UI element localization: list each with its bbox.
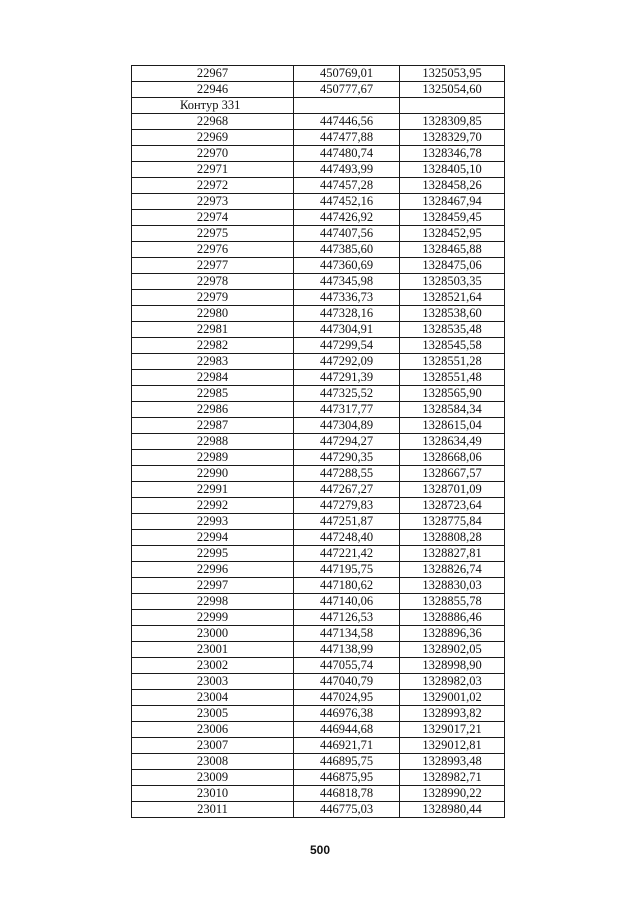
- table-row: [132, 242, 505, 258]
- y-coordinate-cell: 1328808,28: [400, 530, 505, 546]
- y-coordinate-cell: 1328723,64: [400, 498, 505, 514]
- x-coordinate-cell: 447221,42: [294, 546, 400, 562]
- x-coordinate-cell: 446976,38: [294, 706, 400, 722]
- x-coordinate-cell: 447385,60: [294, 242, 400, 258]
- table-row: [132, 226, 505, 242]
- y-coordinate-cell: 1328551,28: [400, 354, 505, 370]
- table-row: [132, 786, 505, 802]
- point-id-cell: 22971: [132, 162, 294, 178]
- x-coordinate-cell: 447134,58: [294, 626, 400, 642]
- table-row: [132, 674, 505, 690]
- y-coordinate-cell: 1328535,48: [400, 322, 505, 338]
- table-row: [132, 162, 505, 178]
- x-coordinate-cell: 447457,28: [294, 178, 400, 194]
- contour-header-row: [132, 98, 505, 114]
- table-row: [132, 178, 505, 194]
- page-number: 500: [309, 843, 331, 857]
- table-row: [132, 610, 505, 626]
- x-coordinate-cell: 446944,68: [294, 722, 400, 738]
- point-id-cell: 23006: [132, 722, 294, 738]
- point-id-cell: 22977: [132, 258, 294, 274]
- x-coordinate-cell: 446875,95: [294, 770, 400, 786]
- table-row: [132, 754, 505, 770]
- point-id-cell: 23007: [132, 738, 294, 754]
- point-id-cell: 22991: [132, 482, 294, 498]
- point-id-cell: 22988: [132, 434, 294, 450]
- y-coordinate-cell: 1325054,60: [400, 82, 505, 98]
- y-coordinate-cell: 1325053,95: [400, 66, 505, 82]
- point-id-cell: 22984: [132, 370, 294, 386]
- y-coordinate-cell: 1328551,48: [400, 370, 505, 386]
- table-row: [132, 770, 505, 786]
- y-coordinate-cell: 1328565,90: [400, 386, 505, 402]
- y-coordinate-cell: 1328830,03: [400, 578, 505, 594]
- point-id-cell: 22986: [132, 402, 294, 418]
- x-coordinate-cell: 447180,62: [294, 578, 400, 594]
- y-coordinate-cell: 1328475,06: [400, 258, 505, 274]
- table-row: [132, 562, 505, 578]
- x-coordinate-cell: 447126,53: [294, 610, 400, 626]
- x-coordinate-cell: 447024,95: [294, 690, 400, 706]
- x-coordinate-cell: 447407,56: [294, 226, 400, 242]
- point-id-cell: 22992: [132, 498, 294, 514]
- x-coordinate-cell: 447493,99: [294, 162, 400, 178]
- x-coordinate-cell: 447267,27: [294, 482, 400, 498]
- point-id-cell: 23010: [132, 786, 294, 802]
- table-row: [132, 418, 505, 434]
- point-id-cell: 22982: [132, 338, 294, 354]
- point-id-cell: 22997: [132, 578, 294, 594]
- table-row: [132, 146, 505, 162]
- y-coordinate-cell: 1328521,64: [400, 290, 505, 306]
- y-coordinate-cell: 1328990,22: [400, 786, 505, 802]
- table-row: [132, 194, 505, 210]
- point-id-cell: 22989: [132, 450, 294, 466]
- table-row: [132, 258, 505, 274]
- x-coordinate-cell: 447426,92: [294, 210, 400, 226]
- x-coordinate-cell: 447291,39: [294, 370, 400, 386]
- point-id-cell: 23003: [132, 674, 294, 690]
- point-id-cell: 22994: [132, 530, 294, 546]
- point-id-cell: 22998: [132, 594, 294, 610]
- y-coordinate-cell: 1328465,88: [400, 242, 505, 258]
- y-coordinate-cell: 1328459,45: [400, 210, 505, 226]
- point-id-cell: 23004: [132, 690, 294, 706]
- x-coordinate-cell: 446775,03: [294, 802, 400, 818]
- table-row: [132, 386, 505, 402]
- point-id-cell: 22996: [132, 562, 294, 578]
- x-coordinate-cell: 447304,89: [294, 418, 400, 434]
- y-coordinate-cell: [400, 98, 505, 114]
- x-coordinate-cell: 450777,67: [294, 82, 400, 98]
- coordinates-table: [131, 65, 505, 818]
- table-row: [132, 466, 505, 482]
- table-row: [132, 626, 505, 642]
- table-row: [132, 338, 505, 354]
- point-id-cell: 22999: [132, 610, 294, 626]
- table-row: [132, 546, 505, 562]
- table-row: [132, 738, 505, 754]
- x-coordinate-cell: 447055,74: [294, 658, 400, 674]
- table-row: [132, 354, 505, 370]
- point-id-cell: 22970: [132, 146, 294, 162]
- table-row: [132, 274, 505, 290]
- point-id-cell: 22976: [132, 242, 294, 258]
- y-coordinate-cell: 1328998,90: [400, 658, 505, 674]
- x-coordinate-cell: 447360,69: [294, 258, 400, 274]
- table-row: [132, 290, 505, 306]
- x-coordinate-cell: 447336,73: [294, 290, 400, 306]
- x-coordinate-cell: 447477,88: [294, 130, 400, 146]
- table-row: [132, 66, 505, 82]
- y-coordinate-cell: 1328503,35: [400, 274, 505, 290]
- table-row: [132, 402, 505, 418]
- y-coordinate-cell: 1328584,34: [400, 402, 505, 418]
- y-coordinate-cell: 1328545,58: [400, 338, 505, 354]
- table-row: [132, 690, 505, 706]
- x-coordinate-cell: 447480,74: [294, 146, 400, 162]
- x-coordinate-cell: 450769,01: [294, 66, 400, 82]
- y-coordinate-cell: 1328886,46: [400, 610, 505, 626]
- y-coordinate-cell: 1328775,84: [400, 514, 505, 530]
- table-row: [132, 370, 505, 386]
- point-id-cell: 22979: [132, 290, 294, 306]
- point-id-cell: 22985: [132, 386, 294, 402]
- x-coordinate-cell: 446895,75: [294, 754, 400, 770]
- x-coordinate-cell: 447292,09: [294, 354, 400, 370]
- x-coordinate-cell: 447299,54: [294, 338, 400, 354]
- table-row: [132, 706, 505, 722]
- x-coordinate-cell: 447195,75: [294, 562, 400, 578]
- table-row: [132, 498, 505, 514]
- table-row: [132, 594, 505, 610]
- table-row: [132, 434, 505, 450]
- x-coordinate-cell: 447317,77: [294, 402, 400, 418]
- table-row: [132, 82, 505, 98]
- y-coordinate-cell: 1328538,60: [400, 306, 505, 322]
- coordinates-table-body: [132, 66, 505, 818]
- y-coordinate-cell: 1328452,95: [400, 226, 505, 242]
- table-row: [132, 802, 505, 818]
- point-id-cell: 22946: [132, 82, 294, 98]
- point-id-cell: 23002: [132, 658, 294, 674]
- point-id-cell: 23005: [132, 706, 294, 722]
- y-coordinate-cell: 1328467,94: [400, 194, 505, 210]
- y-coordinate-cell: 1329012,81: [400, 738, 505, 754]
- y-coordinate-cell: 1328668,06: [400, 450, 505, 466]
- table-row: [132, 642, 505, 658]
- y-coordinate-cell: 1328896,36: [400, 626, 505, 642]
- y-coordinate-cell: 1328993,82: [400, 706, 505, 722]
- point-id-cell: Контур 331: [132, 98, 294, 114]
- y-coordinate-cell: 1328458,26: [400, 178, 505, 194]
- point-id-cell: 22987: [132, 418, 294, 434]
- x-coordinate-cell: 447138,99: [294, 642, 400, 658]
- point-id-cell: 22983: [132, 354, 294, 370]
- point-id-cell: 22975: [132, 226, 294, 242]
- y-coordinate-cell: 1328701,09: [400, 482, 505, 498]
- y-coordinate-cell: 1328615,04: [400, 418, 505, 434]
- point-id-cell: 22978: [132, 274, 294, 290]
- table-row: [132, 722, 505, 738]
- table-row: [132, 514, 505, 530]
- x-coordinate-cell: 447452,16: [294, 194, 400, 210]
- table-row: [132, 658, 505, 674]
- point-id-cell: 22980: [132, 306, 294, 322]
- x-coordinate-cell: 446921,71: [294, 738, 400, 754]
- point-id-cell: 22968: [132, 114, 294, 130]
- y-coordinate-cell: 1328980,44: [400, 802, 505, 818]
- point-id-cell: 22995: [132, 546, 294, 562]
- table-row: [132, 482, 505, 498]
- y-coordinate-cell: 1328346,78: [400, 146, 505, 162]
- table-row: [132, 306, 505, 322]
- y-coordinate-cell: 1328634,49: [400, 434, 505, 450]
- table-row: [132, 130, 505, 146]
- x-coordinate-cell: 447325,52: [294, 386, 400, 402]
- table-row: [132, 530, 505, 546]
- x-coordinate-cell: 447288,55: [294, 466, 400, 482]
- y-coordinate-cell: 1329001,02: [400, 690, 505, 706]
- point-id-cell: 22967: [132, 66, 294, 82]
- point-id-cell: 23011: [132, 802, 294, 818]
- y-coordinate-cell: 1328902,05: [400, 642, 505, 658]
- point-id-cell: 22974: [132, 210, 294, 226]
- y-coordinate-cell: 1328405,10: [400, 162, 505, 178]
- point-id-cell: 22973: [132, 194, 294, 210]
- y-coordinate-cell: 1328982,71: [400, 770, 505, 786]
- x-coordinate-cell: 447140,06: [294, 594, 400, 610]
- point-id-cell: 22990: [132, 466, 294, 482]
- x-coordinate-cell: 447294,27: [294, 434, 400, 450]
- table-row: [132, 114, 505, 130]
- table-row: [132, 210, 505, 226]
- y-coordinate-cell: 1328982,03: [400, 674, 505, 690]
- point-id-cell: 23001: [132, 642, 294, 658]
- table-row: [132, 322, 505, 338]
- y-coordinate-cell: 1328826,74: [400, 562, 505, 578]
- table-row: [132, 578, 505, 594]
- point-id-cell: 22969: [132, 130, 294, 146]
- y-coordinate-cell: 1328855,78: [400, 594, 505, 610]
- x-coordinate-cell: 447345,98: [294, 274, 400, 290]
- y-coordinate-cell: 1328329,70: [400, 130, 505, 146]
- y-coordinate-cell: 1328993,48: [400, 754, 505, 770]
- y-coordinate-cell: 1328827,81: [400, 546, 505, 562]
- x-coordinate-cell: 447304,91: [294, 322, 400, 338]
- point-id-cell: 23009: [132, 770, 294, 786]
- x-coordinate-cell: 447251,87: [294, 514, 400, 530]
- x-coordinate-cell: [294, 98, 400, 114]
- point-id-cell: 23000: [132, 626, 294, 642]
- x-coordinate-cell: 446818,78: [294, 786, 400, 802]
- x-coordinate-cell: 447248,40: [294, 530, 400, 546]
- x-coordinate-cell: 447446,56: [294, 114, 400, 130]
- x-coordinate-cell: 447279,83: [294, 498, 400, 514]
- x-coordinate-cell: 447328,16: [294, 306, 400, 322]
- x-coordinate-cell: 447040,79: [294, 674, 400, 690]
- point-id-cell: 22972: [132, 178, 294, 194]
- point-id-cell: 22993: [132, 514, 294, 530]
- table-row: [132, 450, 505, 466]
- y-coordinate-cell: 1328667,57: [400, 466, 505, 482]
- point-id-cell: 22981: [132, 322, 294, 338]
- x-coordinate-cell: 447290,35: [294, 450, 400, 466]
- y-coordinate-cell: 1328309,85: [400, 114, 505, 130]
- point-id-cell: 23008: [132, 754, 294, 770]
- y-coordinate-cell: 1329017,21: [400, 722, 505, 738]
